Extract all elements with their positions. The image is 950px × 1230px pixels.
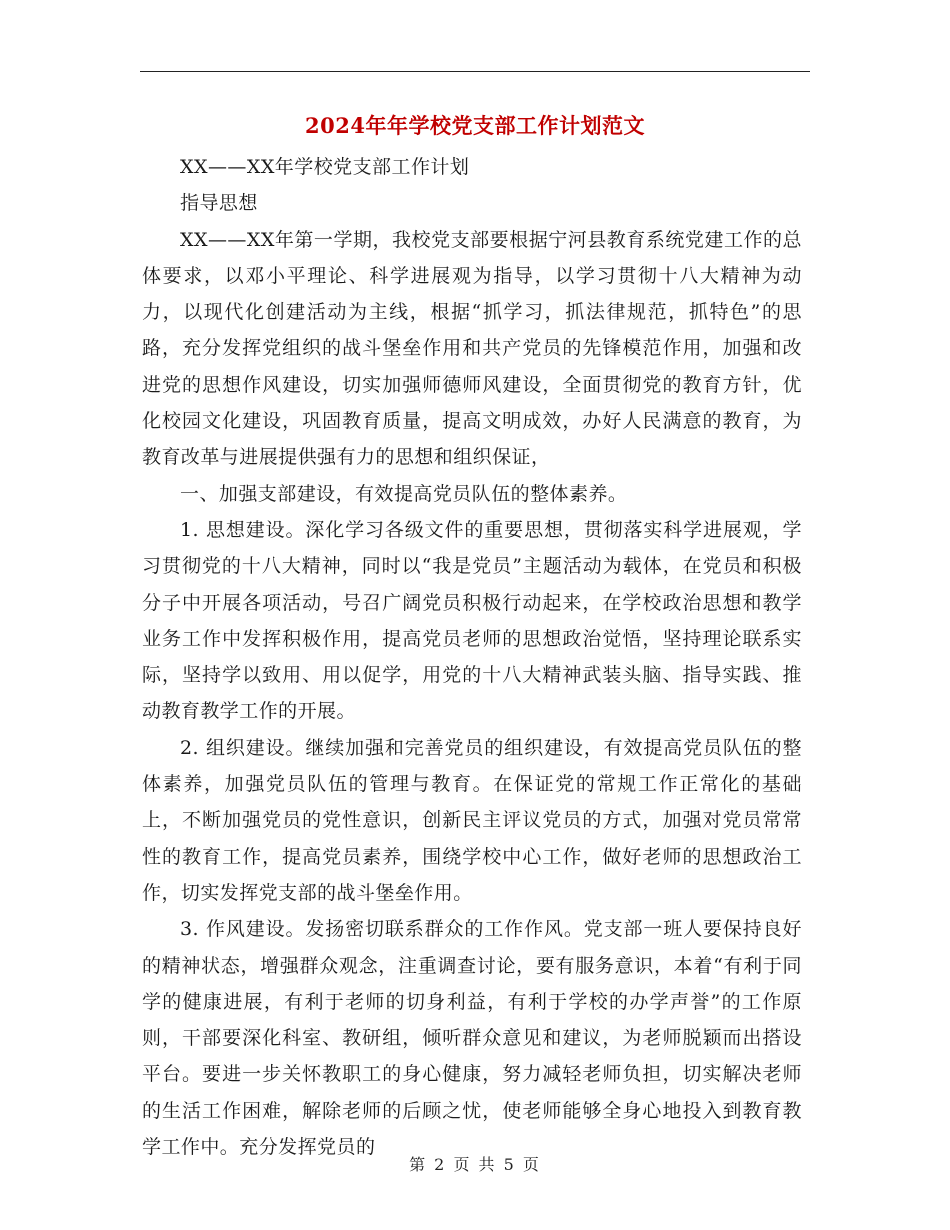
paragraph-intro: XX——XX年第一学期，我校党支部要根据宁河县教育系统党建工作的总体要求，以邓小平理论、科学进展观为指导，以学习贯彻十八大精神为动力，以现代化创建活动为主线，根据“抓学习，抓法律规范，抓特色”的思路，充分发挥党组织的战斗堡垒作用和共产党员的先锋模范作用，加强和改进党的思想作风建设，切实加强师德师风建设，全面贯彻党的教育方针，优化校园文化建设，巩固教育质量，提高文明成效，办好人民满意的教育，为教育改革与进展提供强有力的思想和组织保证，: [142, 228, 802, 469]
paragraph-section-one: 一、加强支部建设，有效提高党员队伍的整体素养。: [180, 482, 628, 505]
document-title: 2024年年学校党支部工作计划范文: [305, 113, 645, 138]
page-footer: [0, 1153, 950, 1177]
header-rule: [140, 71, 810, 72]
paragraph-guiding-ideology: 指导思想: [180, 192, 258, 215]
paragraph-plan-heading: XX——XX年学校党支部工作计划: [180, 156, 470, 178]
paragraph-organizational-building: 2. 组织建设。继续加强和完善党员的组织建设，有效提高党员队伍的整体素养，加强党员队伍的管理与教育。在保证党的常规工作正常化的基础上，不断加强党员的党性意识，创新民主评议党员的方式，加强对党员常常性的教育工作，提高党员素养，围绕学校中心工作，做好老师的思想政治工作，切实发挥党支部的战斗堡垒作用。: [142, 736, 802, 904]
page-number-label: 第 2 页 共 5 页: [409, 1155, 541, 1174]
paragraph-ideological-building: 1. 思想建设。深化学习各级文件的重要思想，贯彻落实科学进展观，学习贯彻党的十八大精神，同时以“我是党员”主题活动为载体，在党员和积极分子中开展各项活动，号召广阔党员积极行动起来，在学校政治思想和教学业务工作中发挥积极作用，提高党员老师的思想政治觉悟，坚持理论联系实际，坚持学以致用、用以促学，用党的十八大精神武装头脑、指导实践、推动教育教学工作的开展。: [142, 518, 802, 723]
document-body: [142, 149, 802, 1165]
paragraph-style-building: 3. 作风建设。发扬密切联系群众的工作作风。党支部一班人要保持良好的精神状态，增强群众观念，注重调查讨论，要有服务意识，本着“有利于同学的健康进展，有利于老师的切身利益，有利于学校的办学声誉”的工作原则，干部要深化科室、教研组，倾听群众意见和建议，为老师脱颖而出搭设平台。要进一步关怀教职工的身心健康，努力减轻老师负担，切实解决老师的生活工作困难，解除老师的后顾之忧，使老师能够全身心地投入到教育教学工作中。充分发挥党员的: [142, 918, 802, 1159]
